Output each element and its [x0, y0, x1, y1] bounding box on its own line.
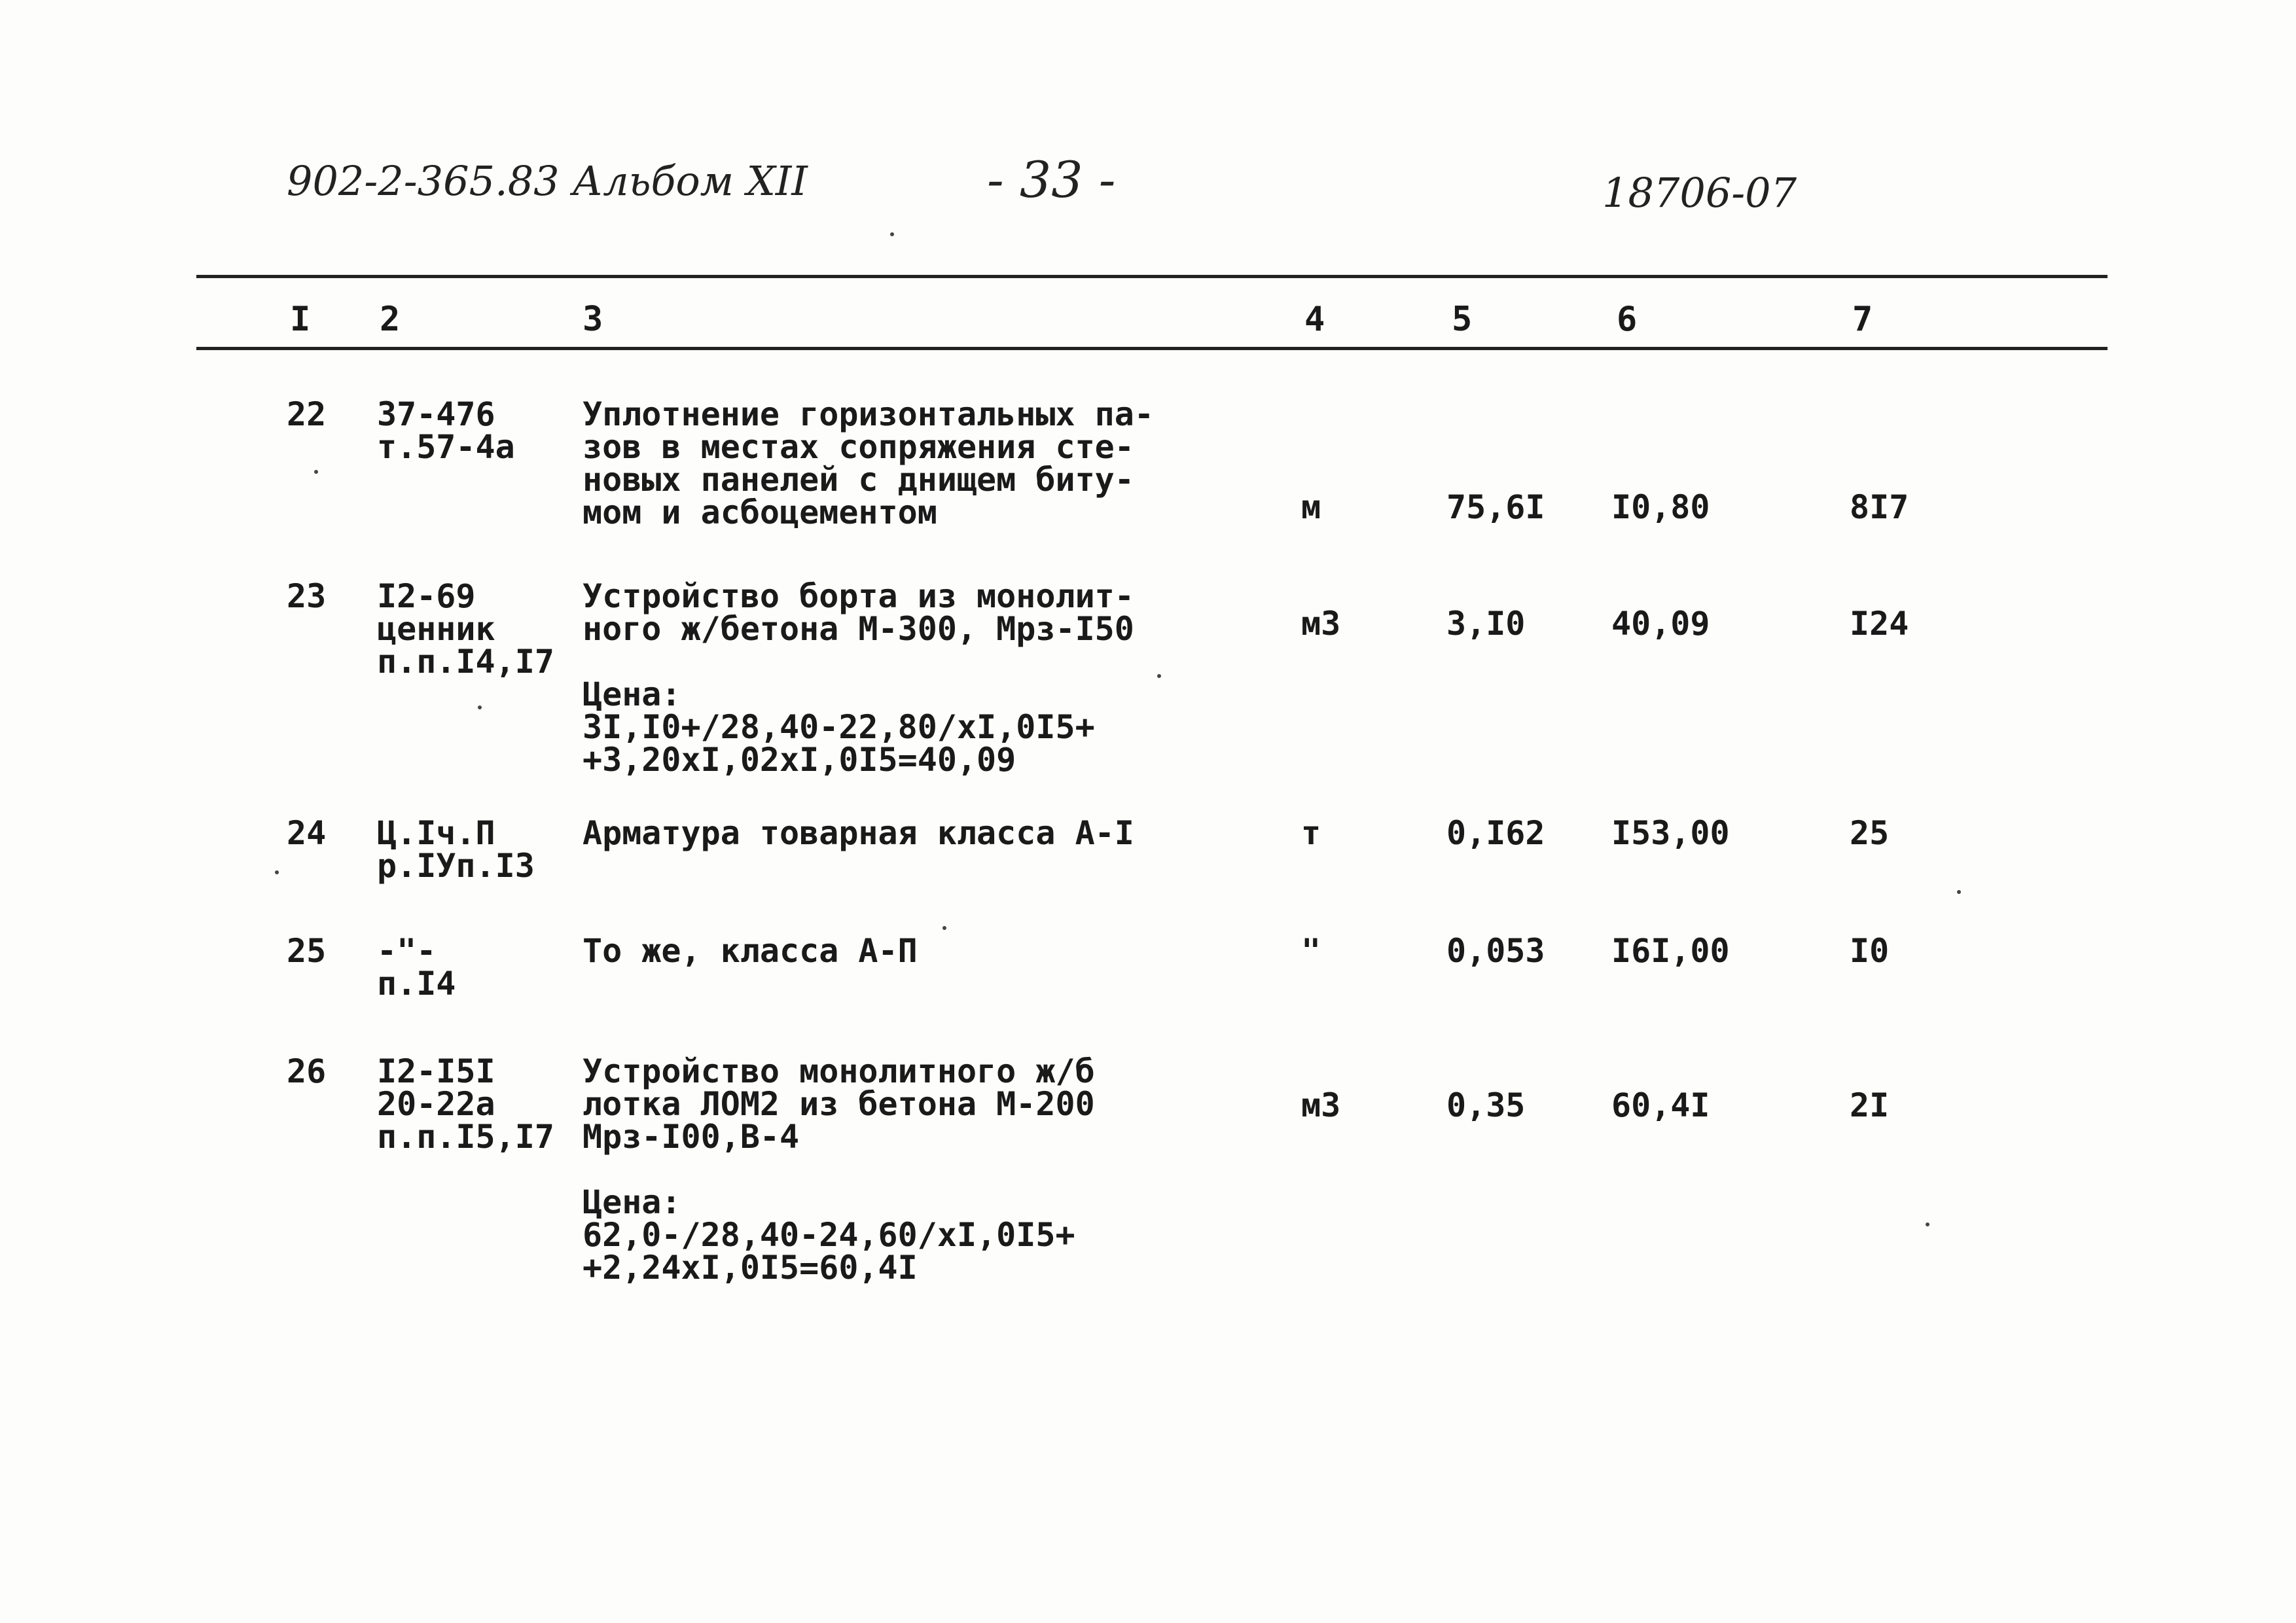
norm-reference: I2-I5I 20-22а п.п.I5,I7: [377, 1052, 554, 1156]
unit: м3: [1301, 605, 1341, 643]
total-cost: 25: [1850, 814, 1890, 852]
total-cost: I0: [1850, 932, 1890, 970]
column-number-2: 2: [380, 300, 401, 339]
work-description: То же, класса А-П: [583, 932, 918, 970]
scan-speck: [275, 870, 279, 874]
total-cost: I24: [1850, 605, 1909, 643]
norm-reference: I2-69 ценник п.п.I4,I7: [377, 577, 554, 681]
column-number-1: I: [290, 300, 311, 339]
work-description: Арматура товарная класса А-I: [583, 814, 1134, 852]
column-number-7: 7: [1852, 300, 1873, 339]
quantity: 3,I0: [1446, 605, 1526, 643]
work-description: Устройство монолитного ж/б лотка ЛОМ2 из бетона М-200 Мрз-I00,В-4 Цена: 62,0-/28,40-24,60/хI,0I5+ +2,24хI,0I5=60,4I: [583, 1052, 1095, 1287]
scan-speck: [478, 705, 482, 709]
total-cost: 8I7: [1850, 488, 1909, 526]
row-number: 23: [287, 577, 327, 615]
unit-price: I53,00: [1611, 814, 1730, 852]
work-description: Уплотнение горизонтальных па- зов в местах сопряжения сте- новых панелей с днищем биту- мом и асбоцементом: [583, 395, 1154, 531]
row-number: 25: [287, 932, 327, 970]
unit-price: I0,80: [1611, 488, 1710, 526]
work-description: Устройство борта из монолит- ного ж/бетона М-300, Мрз-I50 Цена: 3I,I0+/28,40-22,80/хI,0I5+ +3,20хI,02хI,0I5=40,09: [583, 577, 1134, 779]
scan-speck: [890, 232, 894, 236]
unit: ": [1301, 932, 1321, 970]
quantity: 0,35: [1446, 1086, 1526, 1124]
column-number-3: 3: [583, 300, 603, 339]
unit: т: [1301, 814, 1321, 852]
quantity: 75,6I: [1446, 488, 1545, 526]
norm-reference: -"- п.I4: [377, 932, 456, 1003]
norm-reference: 37-476 т.57-4а: [377, 395, 515, 466]
table-header-rule: [196, 347, 2108, 350]
scan-speck: [314, 470, 318, 474]
document-code: 902-2-365.83 Альбом XII: [287, 157, 808, 205]
scan-speck: [1926, 1222, 1929, 1226]
quantity: 0,I62: [1446, 814, 1545, 852]
row-number: 24: [287, 814, 327, 852]
unit-price: 60,4I: [1611, 1086, 1710, 1124]
inventory-number: 18706-07: [1602, 169, 1797, 217]
table-top-rule: [196, 275, 2108, 278]
page-number: - 33 -: [987, 151, 1116, 209]
unit-price: 40,09: [1611, 605, 1710, 643]
column-number-5: 5: [1452, 300, 1473, 339]
norm-reference: Ц.Iч.П р.IУп.I3: [377, 814, 535, 885]
row-number: 22: [287, 395, 327, 433]
column-number-4: 4: [1304, 300, 1325, 339]
column-number-6: 6: [1617, 300, 1638, 339]
total-cost: 2I: [1850, 1086, 1890, 1124]
row-number: 26: [287, 1052, 327, 1090]
unit-price: I6I,00: [1611, 932, 1730, 970]
scan-speck: [1157, 674, 1161, 678]
quantity: 0,053: [1446, 932, 1545, 970]
unit: м3: [1301, 1086, 1341, 1124]
scan-speck: [942, 926, 946, 930]
unit: м: [1301, 488, 1321, 526]
scan-speck: [1957, 890, 1961, 894]
